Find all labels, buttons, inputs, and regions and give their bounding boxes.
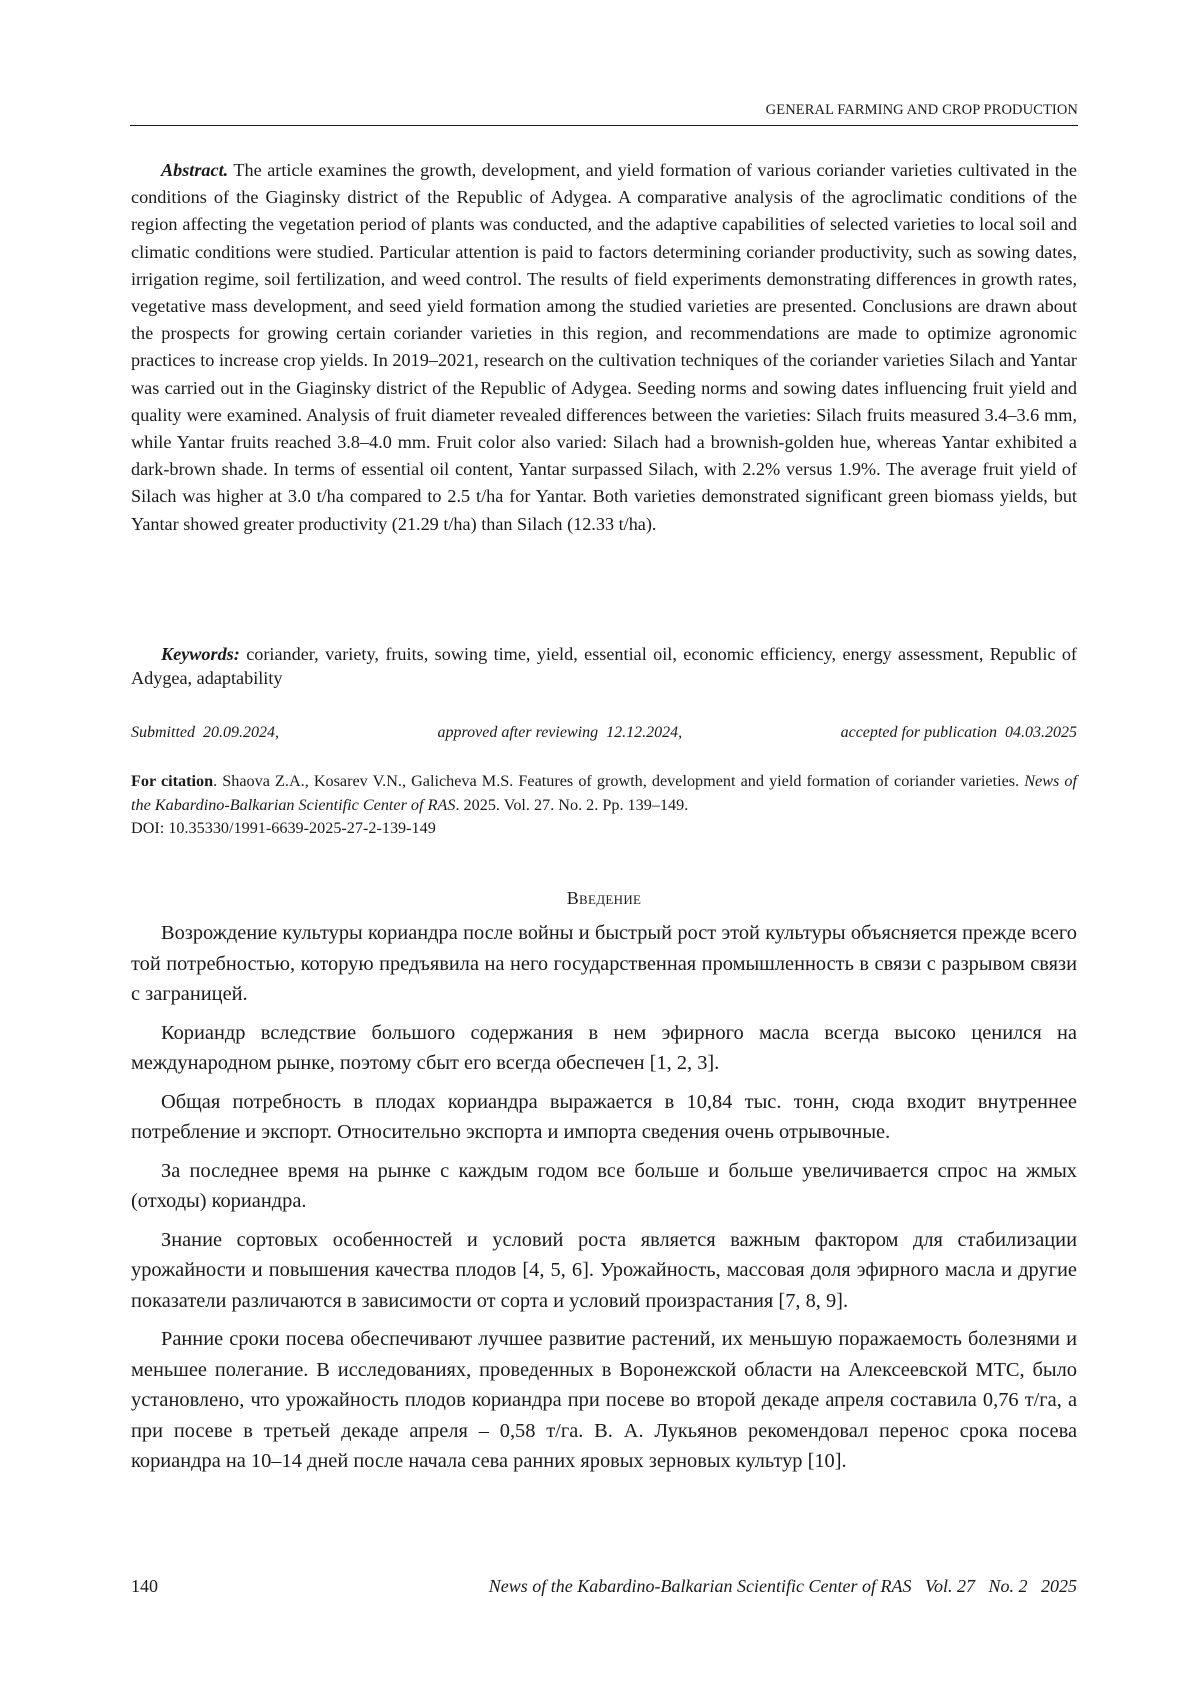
abstract-text: The article examines the growth, development, and yield formation of various coriander varieties cultivated in the conditions of the Giaginsky district of the Republic of Adygea. A comparative analysis of the agroclimatic conditions of the region affecting the vegetation period of plants was conducted, and the adaptive capabilities of selected varieties to local soil and climatic conditions were studied. Particular attention is paid to factors determining coriander productivity, such as sowing dates, irrigation regime, soil fertilization, and weed control. The results of field experiments demonstrating differences in growth rates, vegetative mass development, and seed yield formation among the studied varieties are presented. Conclusions are drawn about the prospects for growing certain coriander varieties in this region, and recommendations are made to optimize agronomic practices to increase crop yields. In 2019–2021, research on the cultivation techniques of the coriander varieties Silach and Yantar was carried out in the Giaginsky district of the Republic of Adygea. Seeding norms and sowing dates influencing fruit yield and quality were examined. Analysis of fruit diameter revealed differences between the varieties: Silach fruits measured 3.4–3.6 mm, while Yantar fruits reached 3.8–4.0 mm. Fruit color also varied: Silach had a brownish-golden hue, whereas Yantar exhibited a dark-brown shade. In terms of essential oil content, Yantar surpassed Silach, with 2.2% versus 1.9%. The average fruit yield of Silach was higher at 3.0 t/ha compared to 2.5 t/ha for Yantar. Both varieties demonstrated significant green biomass yields, but Yantar showed greater productivity (21.29 t/ha) than Silach (12.33 t/ha).: [131, 160, 1077, 534]
paragraph: За последнее время на рынке с каждым годом все больше и больше увеличивается спрос на жмых (отходы) кориандра.: [131, 1159, 1077, 1212]
section-title: Введение: [566, 888, 642, 908]
citation-journal: News of the Kabardino-Balkarian Scientific Center of RAS: [131, 772, 1077, 814]
submitted-date: Submitted 20.09.2024,: [131, 724, 279, 741]
abstract-label: Abstract.: [161, 160, 229, 180]
publication-dates: [131, 722, 1077, 744]
paragraph: Ранние сроки посева обеспечивают лучшее развитие растений, их меньшую поражаемость болезнями и меньшее полегание. В исследованиях, проведенных в Воронежской области на Алексеевской МТС, было установлено, что урожайность плодов кориандра при посеве во второй декаде апреля составила 0,76 т/га, а при посеве в третьей декаде апреля – 0,58 т/га. В. А. Лукьянов рекомендовал перенос срока посева кориандра на 10–14 дней после начала сева ранних яровых зерновых культур [10].: [131, 1328, 1077, 1472]
body-text: [131, 918, 1077, 1485]
approved-date: approved after reviewing 12.12.2024,: [437, 724, 683, 741]
paragraph: Возрождение культуры кориандра после войны и быстрый рост этой культуры объясняется прежде всего той потребностью, которую предъявила на него государственная промышленность в связи с разрывом связи с заграницей.: [131, 922, 1077, 1005]
keywords-label: Keywords:: [161, 644, 240, 664]
keywords: [131, 642, 1077, 690]
page-number: 140: [131, 1576, 158, 1596]
running-header: GENERAL FARMING AND CROP PRODUCTION: [765, 102, 1078, 118]
citation-details: . 2025. Vol. 27. No. 2. Pp. 139–149.: [455, 795, 689, 814]
paragraph: Знание сортовых особенностей и условий роста является важным фактором для стабилизации урожайности и повышения качества плодов [4, 5, 6]. Урожайность, массовая доля эфирного масла и другие показатели различаются в зависимости от сорта и условий произрастания [7, 8, 9].: [131, 1228, 1077, 1312]
page-footer: [131, 1574, 1077, 1598]
header-rule: [130, 125, 1078, 126]
footer-journal-info: News of the Kabardino-Balkarian Scientific Center of RAS Vol. 27 No. 2 2025: [488, 1576, 1077, 1596]
paragraph: Кориандр вследствие большого содержания в нем эфирного масла всегда высоко ценился на международном рынке, поэтому сбыт его всегда обеспечен [1, 2, 3].: [131, 1021, 1077, 1074]
keywords-text: coriander, variety, fruits, sowing time, yield, essential oil, economic efficiency, energy assessment, Republic of Adygea, adaptability: [131, 644, 1077, 688]
abstract: [131, 157, 1077, 538]
paragraph: Общая потребность в плодах кориандра выражается в 10,84 тыс. тонн, сюда входит внутреннее потребление и экспорт. Относительно экспорта и импорта сведения очень отрывочные.: [131, 1090, 1077, 1143]
citation: [131, 770, 1077, 841]
citation-authors-title: . Shaova Z.A., Kosarev V.N., Galicheva M.S. Features of growth, development and yield formation of coriander varieties.: [213, 772, 1025, 790]
citation-doi[interactable]: DOI: 10.35330/1991-6639-2025-27-2-139-149: [131, 819, 436, 837]
citation-label: For citation: [131, 772, 214, 790]
accepted-date: accepted for publication 04.03.2025: [840, 724, 1077, 741]
